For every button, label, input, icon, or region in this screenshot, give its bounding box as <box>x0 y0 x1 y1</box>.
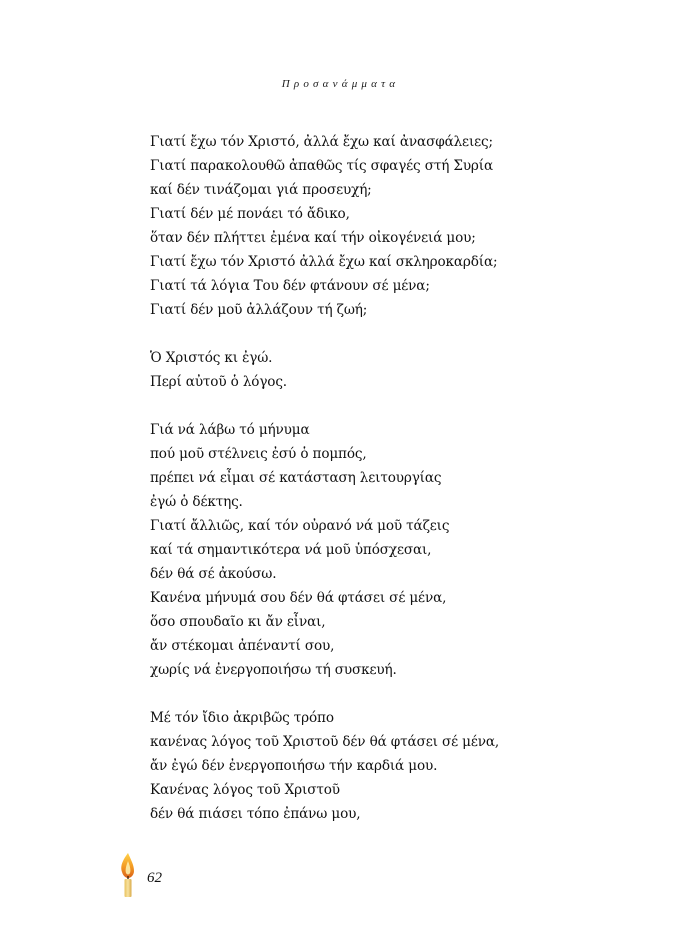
verse-line: ἄν στέκομαι ἀπέναντί σου, <box>150 638 335 654</box>
verse-line: ὅταν δέν πλήττει ἐμένα καί τήν οἰκογένειά μου; <box>150 230 476 246</box>
verse-line: καί τά σημαντικότερα νά μοῦ ὑπόσχεσαι, <box>150 542 432 558</box>
verse-line: ἄν ἐγώ δέν ἐνεργοποιήσω τήν καρδιά μου. <box>150 758 438 774</box>
page-number: 62 <box>147 870 162 886</box>
verse-line: Κανένα μήνυμά σου δέν θά φτάσει σέ μένα, <box>150 590 447 606</box>
verse-line: Γιατί δέν μέ πονάει τό ἄδικο, <box>150 206 350 222</box>
verse-line: κανένας λόγος τοῦ Χριστοῦ δέν θά φτάσει σέ μένα, <box>150 734 500 750</box>
verse-line: Γιατί ἔχω τόν Χριστό, ἀλλά ἔχω καί ἀνασφάλειες; <box>150 134 493 150</box>
verse-line: Περί αὐτοῦ ὁ λόγος. <box>150 374 287 390</box>
running-header: Προσανάμματα <box>281 78 400 90</box>
page-footer <box>117 852 197 898</box>
stanza <box>150 346 550 394</box>
candle-icon <box>117 852 139 898</box>
verse-line: δέν θά πιάσει τόπο ἐπάνω μου, <box>150 806 361 822</box>
verse-line: Κανένας λόγος τοῦ Χριστοῦ <box>150 782 340 798</box>
verse-line: Γιατί δέν μοῦ ἀλλάζουν τή ζωή; <box>150 302 368 318</box>
verse-line: Ὁ Χριστός κι ἐγώ. <box>150 350 273 366</box>
verse-line: καί δέν τινάζομαι γιά προσευχή; <box>150 182 372 198</box>
verse-line: χωρίς νά ἐνεργοποιήσω τή συσκευή. <box>150 662 397 678</box>
verse-line: Γιατί τά λόγια Του δέν φτάνουν σέ μένα; <box>150 278 430 294</box>
stanza <box>150 418 550 682</box>
verse-line: ἐγώ ὁ δέκτης. <box>150 494 243 510</box>
verse-line: Γιατί παρακολουθῶ ἀπαθῶς τίς σφαγές στή Συρία <box>150 158 493 174</box>
verse-line: ὅσο σπουδαῖο κι ἄν εἶναι, <box>150 614 326 630</box>
verse-line: Μέ τόν ἴδιο ἀκριβῶς τρόπο <box>150 710 334 726</box>
verse-line: πρέπει νά εἶμαι σέ κατάσταση λειτουργίας <box>150 470 442 486</box>
verse-line: δέν θά σέ ἀκούσω. <box>150 566 277 582</box>
verse-line: Γιατί ἔχω τόν Χριστό ἀλλά ἔχω καί σκληροκαρδία; <box>150 254 498 270</box>
verse-line: Γιατί ἄλλιῶς, καί τόν οὐρανό νά μοῦ τάζεις <box>150 518 450 534</box>
poem-body <box>150 130 550 826</box>
stanza <box>150 706 550 826</box>
verse-line: πού μοῦ στέλνεις ἐσύ ὁ πομπός, <box>150 446 367 462</box>
verse-line: Γιά νά λάβω τό μήνυμα <box>150 422 310 438</box>
stanza <box>150 130 550 322</box>
